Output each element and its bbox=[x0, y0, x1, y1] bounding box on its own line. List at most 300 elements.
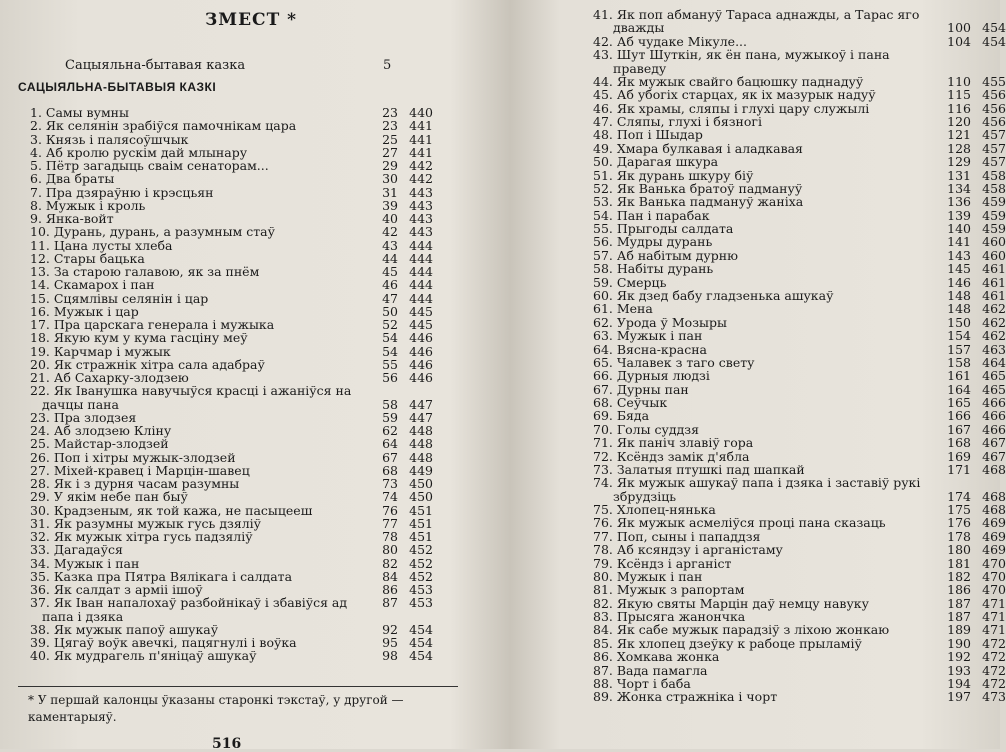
toc-entry-title: 72. Ксёндз замік д'ябла bbox=[593, 448, 750, 464]
toc-entry-title: 88. Чорт і баба bbox=[593, 676, 691, 691]
toc-entry-comment-page: 451 bbox=[409, 529, 433, 544]
toc-entry bbox=[593, 140, 1006, 156]
toc-entry-title: 23. Пра злодзея bbox=[30, 409, 137, 425]
toc-entry-page: 171 bbox=[947, 461, 971, 477]
toc-entry-page: 146 bbox=[947, 274, 971, 290]
toc-entry-title: 53. Як Ванька падмануў жаніха bbox=[593, 194, 804, 210]
toc-entry bbox=[30, 318, 460, 331]
toc-entry-title: 74. Як мужык ашукаў папа і дзяка і заставіў рукі bbox=[593, 475, 921, 491]
toc-entry bbox=[30, 517, 460, 530]
toc-entry-page: 197 bbox=[947, 689, 971, 705]
toc-entry-comment-page: 443 bbox=[409, 224, 433, 240]
toc-entry-comment-page: 472 bbox=[982, 635, 1006, 651]
toc-entry-page: 143 bbox=[947, 247, 971, 263]
toc-entry-page: 186 bbox=[947, 582, 971, 598]
toc-entry bbox=[30, 557, 460, 570]
toc-entry-comment-page: 447 bbox=[409, 396, 433, 412]
toc-entry bbox=[30, 358, 460, 371]
toc-entry-comment-page: 444 bbox=[409, 264, 433, 279]
toc-entry bbox=[30, 583, 460, 596]
toc-entry bbox=[593, 582, 1006, 598]
toc-entry-title: 59. Смерць bbox=[593, 274, 667, 290]
toc-entry-page: 194 bbox=[947, 676, 971, 691]
toc-entry bbox=[30, 172, 460, 185]
toc-entry-comment-page: 445 bbox=[409, 317, 433, 332]
toc-entry bbox=[593, 127, 1006, 143]
toc-entry-comment-page: 465 bbox=[982, 368, 1006, 384]
toc-entry-comment-page: 457 bbox=[982, 127, 1006, 143]
toc-entry-title: 29. У якім небе пан быў bbox=[30, 489, 188, 505]
toc-entry-page: 187 bbox=[947, 609, 971, 625]
toc-entry-comment-page: 459 bbox=[982, 194, 1006, 210]
toc-entry-title: 69. Бяда bbox=[593, 408, 650, 424]
toc-entry bbox=[593, 20, 1006, 36]
toc-entry-title: 33. Дагадаўся bbox=[30, 542, 123, 558]
toc-entry-page: 29 bbox=[382, 158, 398, 173]
toc-entry-page: 25 bbox=[382, 131, 398, 147]
toc-entry-comment-page: 443 bbox=[409, 211, 433, 226]
toc-entry-title: 44. Як мужык свайго бацюшку паднадуў bbox=[593, 73, 864, 89]
toc-entry-page: 56 bbox=[382, 370, 398, 385]
toc-entry-comment-page: 460 bbox=[982, 234, 1006, 250]
toc-entry-comment-page: 461 bbox=[982, 274, 1006, 290]
toc-entry-page: 164 bbox=[947, 381, 971, 397]
toc-entry-title: 67. Дурны пан bbox=[593, 381, 689, 397]
toc-entry bbox=[30, 239, 460, 252]
toc-entry-comment-page: 454 bbox=[409, 621, 433, 637]
toc-entry-page: 140 bbox=[947, 221, 971, 237]
toc-entry bbox=[593, 154, 1006, 170]
toc-entry-title: 80. Мужык і пан bbox=[593, 568, 703, 584]
toc-entry-title: 55. Прыгоды салдата bbox=[593, 221, 734, 237]
toc-entry-title: 54. Пан і парабак bbox=[593, 207, 710, 223]
toc-entry-page: 128 bbox=[947, 140, 971, 156]
toc-entry-title: 21. Аб Сахарку-злодзею bbox=[30, 370, 189, 385]
toc-entry-page: 169 bbox=[947, 448, 971, 464]
toc-entry-comment-page: 446 bbox=[409, 330, 433, 346]
toc-entry bbox=[593, 287, 1006, 303]
toc-entry-page: 192 bbox=[947, 649, 971, 665]
toc-entry-page: 134 bbox=[947, 180, 971, 196]
toc-entry bbox=[593, 167, 1006, 183]
toc-entry-comment-page: 457 bbox=[982, 154, 1006, 170]
toc-entry bbox=[593, 515, 1006, 531]
toc-entry-comment-page: 471 bbox=[982, 595, 1006, 611]
toc-entry-comment-page: 467 bbox=[982, 448, 1006, 464]
toc-entry-title: 77. Поп, сыны і пападдзя bbox=[593, 528, 761, 544]
toc-entry bbox=[30, 133, 460, 146]
toc-entry-title: 37. Як Іван напалохаў разбойнікаў і збавіўся ад bbox=[30, 595, 348, 611]
toc-entry-title: 3. Князь і палясоўшчык bbox=[30, 131, 189, 147]
toc-entry-page: 23 bbox=[382, 105, 398, 120]
toc-entry-comment-page: 447 bbox=[409, 409, 433, 425]
toc-entry-page: 76 bbox=[382, 502, 398, 518]
toc-entry-title: 78. Аб ксяндзу і арганістаму bbox=[593, 542, 783, 558]
toc-entry-page: 193 bbox=[947, 662, 971, 678]
toc-entry-title: дважды bbox=[613, 20, 665, 36]
toc-entry bbox=[593, 114, 1006, 130]
toc-entry-page: 68 bbox=[382, 462, 398, 478]
toc-entry-page: 178 bbox=[947, 528, 971, 544]
toc-entry-title: 58. Набіты дурань bbox=[593, 261, 714, 277]
toc-entry-title: 51. Як дурань шкуру біў bbox=[593, 167, 754, 183]
toc-entry-comment-page: 470 bbox=[982, 582, 1006, 598]
toc-entry-comment-page: 468 bbox=[982, 488, 1006, 504]
toc-entry bbox=[593, 301, 1006, 317]
toc-entry-page: 82 bbox=[382, 555, 398, 571]
toc-entry-page: 98 bbox=[382, 648, 398, 664]
toc-entry bbox=[593, 100, 1006, 116]
toc-entry-page: 148 bbox=[947, 301, 971, 317]
toc-entry-comment-page: 459 bbox=[982, 207, 1006, 223]
toc-entry-page: 121 bbox=[947, 127, 971, 143]
toc-entry-page: 129 bbox=[947, 154, 971, 170]
toc-entry-comment-page: 452 bbox=[409, 568, 433, 584]
toc-entry-comment-page: 456 bbox=[982, 114, 1006, 130]
toc-entry-comment-page: 469 bbox=[982, 515, 1006, 531]
toc-entry-page: 43 bbox=[382, 237, 398, 253]
toc-entry-page: 40 bbox=[382, 211, 398, 226]
toc-entry-title: 86. Хомкава жонка bbox=[593, 649, 720, 665]
toc-entry-comment-page: 446 bbox=[409, 370, 433, 385]
toc-entry-comment-page: 442 bbox=[409, 158, 433, 173]
toc-entry bbox=[593, 194, 1006, 210]
toc-entry bbox=[593, 448, 1006, 464]
toc-entry-title: 17. Пра царскага генерала і мужыка bbox=[30, 317, 275, 332]
toc-entry bbox=[30, 278, 460, 291]
toc-entry-comment-page: 466 bbox=[982, 408, 1006, 424]
toc-entry-title: 24. Аб злодзею Кліну bbox=[30, 423, 172, 438]
toc-entry-comment-page: 451 bbox=[409, 515, 433, 531]
toc-entry bbox=[30, 305, 460, 318]
toc-entry-page: 115 bbox=[947, 87, 971, 103]
toc-entry-title: 68. Сеўчык bbox=[593, 395, 668, 411]
toc-entry-page: 190 bbox=[947, 635, 971, 651]
toc-entry-page: 64 bbox=[382, 436, 398, 452]
toc-entry-page: 84 bbox=[382, 568, 398, 584]
toc-entry bbox=[593, 609, 1006, 625]
toc-entry-comment-page: 444 bbox=[409, 237, 433, 253]
toc-entry-title: 12. Стары бацька bbox=[30, 250, 145, 266]
toc-entry-title: праведу bbox=[613, 60, 667, 76]
toc-entry-title: 26. Поп і хітры мужык-злодзей bbox=[30, 449, 236, 465]
page-title: ЗМЕСТ * bbox=[205, 10, 298, 30]
toc-entry-title: 38. Як мужык папоў ашукаў bbox=[30, 621, 219, 637]
toc-entry bbox=[593, 354, 1006, 370]
toc-entry-title: 84. Як сабе мужык парадзіў з ліхою жонкаю bbox=[593, 622, 890, 638]
toc-entry bbox=[593, 555, 1006, 571]
toc-entry bbox=[30, 623, 460, 636]
toc-entry bbox=[593, 421, 1006, 437]
toc-entry-comment-page: 446 bbox=[409, 356, 433, 372]
toc-entry-title: 64. Вясна-красна bbox=[593, 341, 707, 357]
toc-entry bbox=[593, 635, 1006, 651]
toc-entry bbox=[593, 649, 1006, 665]
toc-entry-page: 73 bbox=[382, 476, 398, 491]
toc-entry bbox=[593, 87, 1006, 103]
toc-entry-page: 23 bbox=[382, 118, 398, 134]
toc-entry-title: 71. Як паніч злавіў гора bbox=[593, 435, 754, 451]
toc-entry-comment-page: 468 bbox=[982, 502, 1006, 518]
toc-entry-page: 42 bbox=[382, 224, 398, 240]
toc-entry-page: 39 bbox=[382, 197, 398, 213]
toc-entry bbox=[593, 461, 1006, 477]
toc-entry-page: 95 bbox=[382, 635, 398, 650]
toc-entry-page: 174 bbox=[947, 488, 971, 504]
toc-entry bbox=[593, 48, 1003, 61]
toc-entry bbox=[30, 345, 460, 358]
toc-entry bbox=[593, 62, 1003, 75]
toc-entry-comment-page: 462 bbox=[982, 301, 1006, 317]
toc-entry-title: 79. Ксёндз і арганіст bbox=[593, 555, 732, 571]
toc-entry bbox=[593, 73, 1006, 89]
toc-entry-page: 181 bbox=[947, 555, 971, 571]
toc-entry-title: 31. Як разумны мужык гусь дзяліў bbox=[30, 515, 262, 531]
toc-entry-title: 45. Аб убогіх старцах, як іх мазурык надуў bbox=[593, 87, 876, 103]
toc-entry-title: 4. Аб кролю рускім дай млынару bbox=[30, 144, 248, 160]
toc-entry-comment-page: 441 bbox=[409, 144, 433, 160]
toc-entry bbox=[30, 159, 460, 172]
toc-entry-comment-page: 468 bbox=[982, 461, 1006, 477]
toc-entry-page: 54 bbox=[382, 330, 398, 346]
toc-entry bbox=[593, 662, 1006, 678]
toc-entry-title: 32. Як мужык хітра гусь падзяліў bbox=[30, 529, 253, 544]
toc-entry-title: 16. Мужык і цар bbox=[30, 303, 139, 319]
toc-entry bbox=[593, 502, 1006, 518]
toc-entry-title: 66. Дурныя людзі bbox=[593, 368, 710, 384]
toc-entry bbox=[593, 395, 1006, 411]
toc-entry-title: 42. Аб чудаке Мікуле... bbox=[593, 33, 747, 49]
toc-entry-title: 62. Урода ў Мозыры bbox=[593, 314, 727, 330]
toc-entry bbox=[30, 331, 460, 344]
toc-entry-title: 9. Янка-войт bbox=[30, 211, 114, 226]
toc-entry-page: 31 bbox=[382, 184, 398, 200]
toc-entry-page: 77 bbox=[382, 515, 398, 531]
toc-entry-comment-page: 465 bbox=[982, 381, 1006, 397]
toc-entry bbox=[593, 207, 1006, 223]
toc-entry-title: 85. Як хлопец дзеўку к рабоце прыламіў bbox=[593, 635, 862, 651]
toc-entry bbox=[30, 371, 460, 384]
toc-entry bbox=[30, 530, 460, 543]
toc-entry-title: 50. Дарагая шкура bbox=[593, 154, 719, 170]
toc-entry-title: 6. Два браты bbox=[30, 171, 115, 187]
toc-entry-comment-page: 462 bbox=[982, 314, 1006, 330]
toc-entry-title: 56. Мудры дурань bbox=[593, 234, 713, 250]
toc-entry-comment-page: 472 bbox=[982, 662, 1006, 678]
toc-entry bbox=[30, 464, 460, 477]
toc-entry-comment-page: 451 bbox=[409, 502, 433, 518]
toc-entry-comment-page: 443 bbox=[409, 197, 433, 213]
toc-entry-page: 165 bbox=[947, 395, 971, 411]
toc-entry bbox=[30, 265, 460, 278]
toc-entry bbox=[30, 451, 460, 464]
toc-entry-title: 48. Поп і Шыдар bbox=[593, 127, 703, 143]
footnote-divider bbox=[18, 686, 458, 687]
toc-entry-title: 57. Аб набітым дурню bbox=[593, 247, 738, 263]
toc-entry-title: 15. Сцямлівы селянін і цар bbox=[30, 290, 209, 306]
toc-entry-page: 180 bbox=[947, 542, 971, 558]
toc-entry-comment-page: 470 bbox=[982, 568, 1006, 584]
toc-entry bbox=[593, 221, 1006, 237]
toc-entry-comment-page: 443 bbox=[409, 184, 433, 200]
toc-entry-comment-page: 453 bbox=[409, 595, 433, 611]
toc-entry bbox=[30, 146, 460, 159]
toc-entry bbox=[30, 411, 460, 424]
toc-entry-title: 1. Самы вумны bbox=[30, 105, 129, 120]
toc-entry-page: 187 bbox=[947, 595, 971, 611]
toc-entry-page: 158 bbox=[947, 354, 971, 370]
toc-entry-title: папа і дзяка bbox=[42, 608, 124, 624]
toc-entry-title: 40. Як мудрагель п'яніцаў ашукаў bbox=[30, 648, 257, 664]
toc-entry-comment-page: 453 bbox=[409, 582, 433, 597]
toc-entry-title: 5. Пётр загадыць сваім сенаторам... bbox=[30, 158, 269, 173]
toc-entry-comment-page: 469 bbox=[982, 542, 1006, 558]
toc-entry-page: 78 bbox=[382, 529, 398, 544]
toc-entry-title: 65. Чалавек з таго свету bbox=[593, 354, 755, 370]
toc-entry-comment-page: 458 bbox=[982, 180, 1006, 196]
toc-entry-page: 175 bbox=[947, 502, 971, 518]
toc-entry bbox=[593, 247, 1006, 263]
toc-entry bbox=[30, 186, 460, 199]
toc-entry bbox=[593, 528, 1006, 544]
toc-entry-comment-page: 444 bbox=[409, 250, 433, 266]
toc-entry-page: 55 bbox=[382, 356, 398, 372]
toc-entry bbox=[30, 106, 460, 119]
toc-entry-comment-page: 473 bbox=[982, 689, 1006, 705]
toc-entry bbox=[30, 424, 460, 437]
toc-entry-comment-page: 458 bbox=[982, 167, 1006, 183]
toc-entry-comment-page: 466 bbox=[982, 395, 1006, 411]
toc-entry-title: 36. Як салдат з арміі ішоў bbox=[30, 582, 203, 597]
toc-entry bbox=[593, 274, 1006, 290]
toc-entry-title: 13. За старою галавою, як за пнём bbox=[30, 264, 260, 279]
toc-entry-page: 59 bbox=[382, 409, 398, 425]
toc-entry-page: 45 bbox=[382, 264, 398, 279]
toc-entry bbox=[30, 596, 460, 609]
toc-entry-page: 44 bbox=[382, 250, 398, 266]
toc-entry bbox=[593, 488, 1006, 504]
toc-entry-comment-page: 450 bbox=[409, 489, 433, 505]
toc-entry bbox=[30, 212, 460, 225]
section-heading: САЦЫЯЛЬНА-БЫТАВЫЯ КАЗКІ bbox=[18, 80, 217, 94]
toc-entry-comment-page: 448 bbox=[409, 423, 433, 438]
toc-entry bbox=[30, 119, 460, 132]
toc-entry bbox=[593, 261, 1006, 277]
toc-entry-page: 86 bbox=[382, 582, 398, 597]
toc-entry-page: 30 bbox=[382, 171, 398, 187]
toc-entry bbox=[30, 490, 460, 503]
toc-entry bbox=[30, 504, 460, 517]
toc-entry bbox=[593, 180, 1006, 196]
toc-entry-title: 19. Карчмар і мужык bbox=[30, 343, 171, 359]
toc-entry-title: дачцы пана bbox=[42, 396, 119, 412]
toc-entry-comment-page: 448 bbox=[409, 449, 433, 465]
toc-entry-page: 27 bbox=[382, 144, 398, 160]
toc-entry-title: 49. Хмара булкавая і аладкавая bbox=[593, 140, 803, 156]
toc-entry-page: 168 bbox=[947, 435, 971, 451]
toc-entry bbox=[30, 570, 460, 583]
toc-entry-page: 141 bbox=[947, 234, 971, 250]
toc-entry-comment-page: 454 bbox=[409, 648, 433, 664]
toc-entry-page: 52 bbox=[382, 317, 398, 332]
toc-entry-title: 2. Як селянін зрабіўся памочнікам цара bbox=[30, 118, 297, 134]
toc-entry bbox=[30, 437, 460, 450]
toc-entry-page: 131 bbox=[947, 167, 971, 183]
toc-entry-comment-page: 450 bbox=[409, 476, 433, 491]
toc-entry-title: 89. Жонка стражніка і чорт bbox=[593, 689, 778, 705]
right-page bbox=[555, 0, 1006, 749]
toc-entry-title: 35. Казка пра Пятра Вялікага і салдата bbox=[30, 568, 293, 584]
toc-entry bbox=[593, 622, 1006, 638]
toc-entry-page: 110 bbox=[947, 73, 971, 89]
toc-entry-comment-page: 456 bbox=[982, 100, 1006, 116]
toc-entry-comment-page: 448 bbox=[409, 436, 433, 452]
toc-entry-title: 39. Цягаў воўк авечкі, пацягнулі і воўка bbox=[30, 635, 297, 650]
toc-entry-title: 60. Як дзед бабу гладзенька ашукаў bbox=[593, 287, 834, 303]
toc-entry-title: 8. Мужык і кроль bbox=[30, 197, 146, 213]
toc-entry-page: 100 bbox=[947, 20, 971, 36]
toc-entry bbox=[593, 8, 1003, 21]
toc-entry bbox=[30, 292, 460, 305]
toc-entry-comment-page: 471 bbox=[982, 609, 1006, 625]
toc-entry-page: 161 bbox=[947, 368, 971, 384]
toc-entry-title: 20. Як стражнік хітра сала адабраў bbox=[30, 356, 265, 372]
toc-entry bbox=[593, 476, 1003, 489]
toc-entry-page: 167 bbox=[947, 421, 971, 437]
toc-entry bbox=[593, 689, 1006, 705]
toc-entry-title: 7. Пра дзяраўню і крэсцьян bbox=[30, 184, 214, 200]
toc-entry-title: 43. Шут Шуткін, як ён пана, мужыкоў і пана bbox=[593, 47, 890, 63]
toc-entry-page: 150 bbox=[947, 314, 971, 330]
toc-entry-comment-page: 462 bbox=[982, 328, 1006, 344]
toc-entry-title: 10. Дурань, дурань, а разумным стаў bbox=[30, 224, 275, 240]
toc-entry-comment-page: 454 bbox=[409, 635, 433, 650]
toc-entry-comment-page: 456 bbox=[982, 87, 1006, 103]
toc-entry-page: 145 bbox=[947, 261, 971, 277]
intro-page: 5 bbox=[383, 58, 392, 73]
toc-entry-title: 30. Крадзеным, як той кажа, не пасыцееш bbox=[30, 502, 313, 518]
toc-entry bbox=[593, 381, 1006, 397]
toc-entry-title: 52. Як Ванька братоў падмануў bbox=[593, 180, 803, 196]
toc-entry-page: 46 bbox=[382, 277, 398, 293]
toc-entry-title: 81. Мужык з рапортам bbox=[593, 582, 745, 598]
toc-entry-comment-page: 454 bbox=[982, 20, 1006, 36]
toc-entry-comment-page: 466 bbox=[982, 421, 1006, 437]
toc-entry bbox=[593, 542, 1006, 558]
toc-entry bbox=[593, 676, 1006, 691]
toc-entry-title: 75. Хлопец-нянька bbox=[593, 502, 716, 518]
toc-entry bbox=[593, 234, 1006, 250]
toc-entry-title: 27. Міхей-кравец і Марцін-шавец bbox=[30, 462, 250, 478]
page-number: 516 bbox=[212, 736, 242, 752]
toc-entry-page: 157 bbox=[947, 341, 971, 357]
toc-entry bbox=[30, 477, 460, 490]
toc-entry-title: 82. Якую святы Марцін даў немцу навуку bbox=[593, 595, 869, 611]
toc-entry-page: 176 bbox=[947, 515, 971, 531]
toc-entry-page: 80 bbox=[382, 542, 398, 558]
toc-entry bbox=[593, 328, 1006, 344]
toc-entry-comment-page: 461 bbox=[982, 261, 1006, 277]
toc-entry-title: 28. Як і з дурня часам разумны bbox=[30, 476, 240, 491]
toc-entry-page: 104 bbox=[947, 33, 971, 49]
toc-entry-comment-page: 459 bbox=[982, 221, 1006, 237]
toc-entry-title: 14. Скамарох і пан bbox=[30, 277, 155, 293]
toc-entry-comment-page: 461 bbox=[982, 287, 1006, 303]
toc-entry-title: 25. Майстар-злодзей bbox=[30, 436, 169, 452]
toc-entry-comment-page: 441 bbox=[409, 131, 433, 147]
toc-entry-page: 136 bbox=[947, 194, 971, 210]
toc-entry-page: 148 bbox=[947, 287, 971, 303]
